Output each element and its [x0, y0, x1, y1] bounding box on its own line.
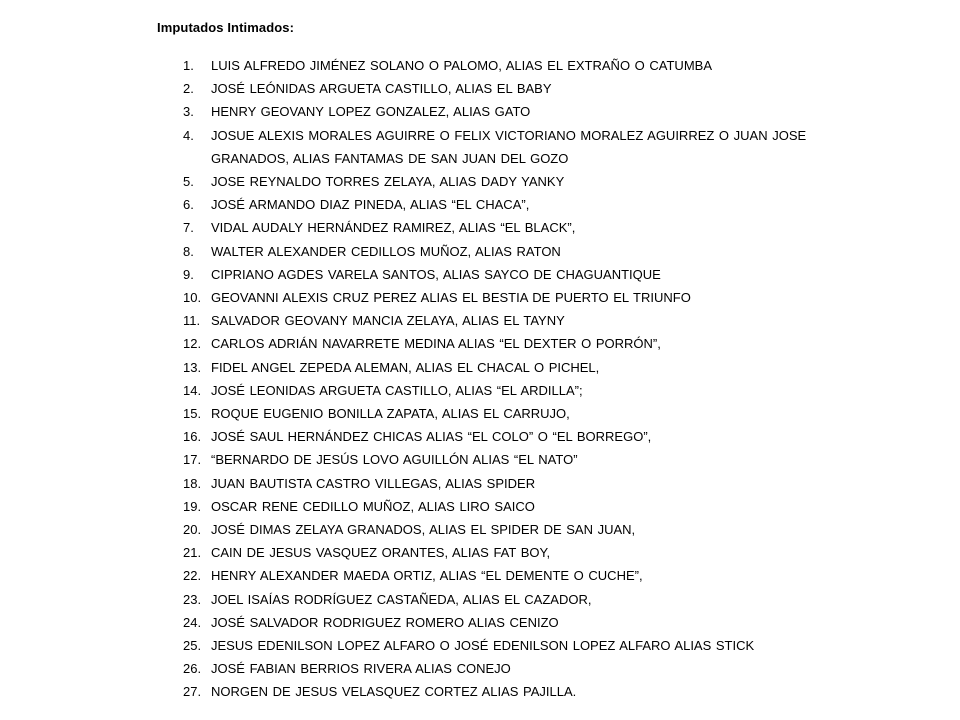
- list-item: [175, 541, 835, 564]
- list-item: [175, 448, 835, 471]
- list-item: [175, 634, 835, 657]
- item-number: 6.: [183, 197, 194, 213]
- list-item: [175, 495, 835, 518]
- item-text: FIDEL ANGEL ZEPEDA ALEMAN, ALIAS EL CHACAL O PICHEL,: [211, 359, 600, 375]
- list-item: [175, 518, 835, 541]
- item-text: GEOVANNI ALEXIS CRUZ PEREZ ALIAS EL BESTIA DE PUERTO EL TRIUNFO: [211, 290, 691, 306]
- item-text: JOSÉ FABIAN BERRIOS RIVERA ALIAS CONEJO: [211, 661, 511, 677]
- item-number: 2.: [183, 81, 194, 97]
- item-number: 12.: [183, 336, 202, 352]
- list-item: [175, 402, 835, 425]
- item-number: 20.: [183, 522, 202, 538]
- item-number: 17.: [183, 452, 202, 468]
- item-text: NORGEN DE JESUS VELASQUEZ CORTEZ ALIAS PAJILLA.: [211, 684, 577, 700]
- item-number: 26.: [183, 661, 202, 677]
- item-text: JOSE REYNALDO TORRES ZELAYA, ALIAS DADY YANKY: [211, 174, 565, 190]
- item-number: 27.: [183, 684, 202, 700]
- item-text: JOSÉ ARMANDO DIAZ PINEDA, ALIAS “EL CHACA”,: [211, 197, 530, 213]
- list-item: [175, 588, 835, 611]
- list-item: [175, 216, 835, 239]
- item-text: OSCAR RENE CEDILLO MUÑOZ, ALIAS LIRO SAICO: [211, 498, 535, 514]
- list-item: [175, 379, 835, 402]
- document-heading: Imputados Intimados:: [157, 20, 295, 35]
- list-item: [175, 77, 835, 100]
- list-item: [175, 124, 835, 170]
- list-item: [175, 472, 835, 495]
- item-text: CARLOS ADRIÁN NAVARRETE MEDINA ALIAS “EL DEXTER O PORRÓN”,: [211, 336, 661, 352]
- item-number: 15.: [183, 406, 202, 422]
- item-text: JOSÉ LEONIDAS ARGUETA CASTILLO, ALIAS “EL ARDILLA”;: [211, 382, 583, 398]
- item-text: JOSÉ SALVADOR RODRIGUEZ ROMERO ALIAS CENIZO: [211, 614, 559, 630]
- list-item: [175, 564, 835, 587]
- item-text: HENRY ALEXANDER MAEDA ORTIZ, ALIAS “EL DEMENTE O CUCHE”,: [211, 568, 643, 584]
- list-item: [175, 54, 835, 77]
- item-number: 14.: [183, 382, 202, 398]
- item-number: 19.: [183, 498, 202, 514]
- item-text: VIDAL AUDALY HERNÁNDEZ RAMIREZ, ALIAS “EL BLACK”,: [211, 220, 576, 236]
- list-item: [175, 356, 835, 379]
- item-number: 18.: [183, 475, 202, 491]
- item-number: 8.: [183, 243, 194, 259]
- item-number: 4.: [183, 127, 194, 143]
- item-text: JOSÉ LEÓNIDAS ARGUETA CASTILLO, ALIAS EL BABY: [211, 81, 552, 97]
- item-text: JUAN BAUTISTA CASTRO VILLEGAS, ALIAS SPIDER: [211, 475, 536, 491]
- item-number: 23.: [183, 591, 202, 607]
- list-item: [175, 193, 835, 216]
- item-text: ROQUE EUGENIO BONILLA ZAPATA, ALIAS EL CARRUJO,: [211, 406, 570, 422]
- list-item: [175, 309, 835, 332]
- item-number: 22.: [183, 568, 202, 584]
- list-item: [175, 611, 835, 634]
- item-text: HENRY GEOVANY LOPEZ GONZALEZ, ALIAS GATO: [211, 104, 531, 120]
- list-item: [175, 286, 835, 309]
- item-text: LUIS ALFREDO JIMÉNEZ SOLANO O PALOMO, ALIAS EL EXTRAÑO O CATUMBA: [211, 58, 712, 73]
- item-text: JOEL ISAÍAS RODRÍGUEZ CASTAÑEDA, ALIAS EL CAZADOR,: [211, 591, 592, 607]
- item-number: 3.: [183, 104, 194, 120]
- item-number: 10.: [183, 290, 202, 306]
- item-text: CAIN DE JESUS VASQUEZ ORANTES, ALIAS FAT BOY,: [211, 545, 551, 561]
- item-text: WALTER ALEXANDER CEDILLOS MUÑOZ, ALIAS RATON: [211, 243, 561, 259]
- item-number: 13.: [183, 359, 202, 375]
- item-text: JOSÉ SAUL HERNÁNDEZ CHICAS ALIAS “EL COLO” O “EL BORREGO”,: [211, 429, 652, 445]
- item-number: 25.: [183, 638, 202, 654]
- item-number: 11.: [183, 313, 201, 329]
- list-item: [175, 657, 835, 680]
- item-number: 5.: [183, 174, 194, 190]
- item-text: CIPRIANO AGDES VARELA SANTOS, ALIAS SAYCO DE CHAGUANTIQUE: [211, 266, 661, 282]
- list-item: [175, 240, 835, 263]
- item-number: 1.: [183, 58, 194, 73]
- list-item: [175, 100, 835, 123]
- item-number: 7.: [183, 220, 194, 236]
- item-text: JOSÉ DIMAS ZELAYA GRANADOS, ALIAS EL SPIDER DE SAN JUAN,: [211, 522, 636, 538]
- item-number: 24.: [183, 614, 202, 630]
- item-text: JESUS EDENILSON LOPEZ ALFARO O JOSÉ EDENILSON LOPEZ ALFARO ALIAS STICK: [211, 638, 755, 654]
- list-item: [175, 263, 835, 286]
- item-number: 9.: [183, 266, 194, 282]
- list-item: [175, 425, 835, 448]
- accused-list: [175, 54, 835, 704]
- item-text: SALVADOR GEOVANY MANCIA ZELAYA, ALIAS EL TAYNY: [211, 313, 565, 329]
- item-number: 16.: [183, 429, 202, 445]
- list-item: [175, 332, 835, 355]
- list-item: [175, 680, 835, 703]
- list-item: [175, 170, 835, 193]
- item-number: 21.: [183, 545, 202, 561]
- item-text: JOSUE ALEXIS MORALES AGUIRRE O FELIX VICTORIANO MORALEZ AGUIRREZ O JUAN JOSE GRANADOS, ALIAS FANTAMAS DE SAN JUAN DEL GOZO: [211, 127, 807, 166]
- item-text: “BERNARDO DE JESÚS LOVO AGUILLÓN ALIAS “EL NATO”: [211, 452, 578, 468]
